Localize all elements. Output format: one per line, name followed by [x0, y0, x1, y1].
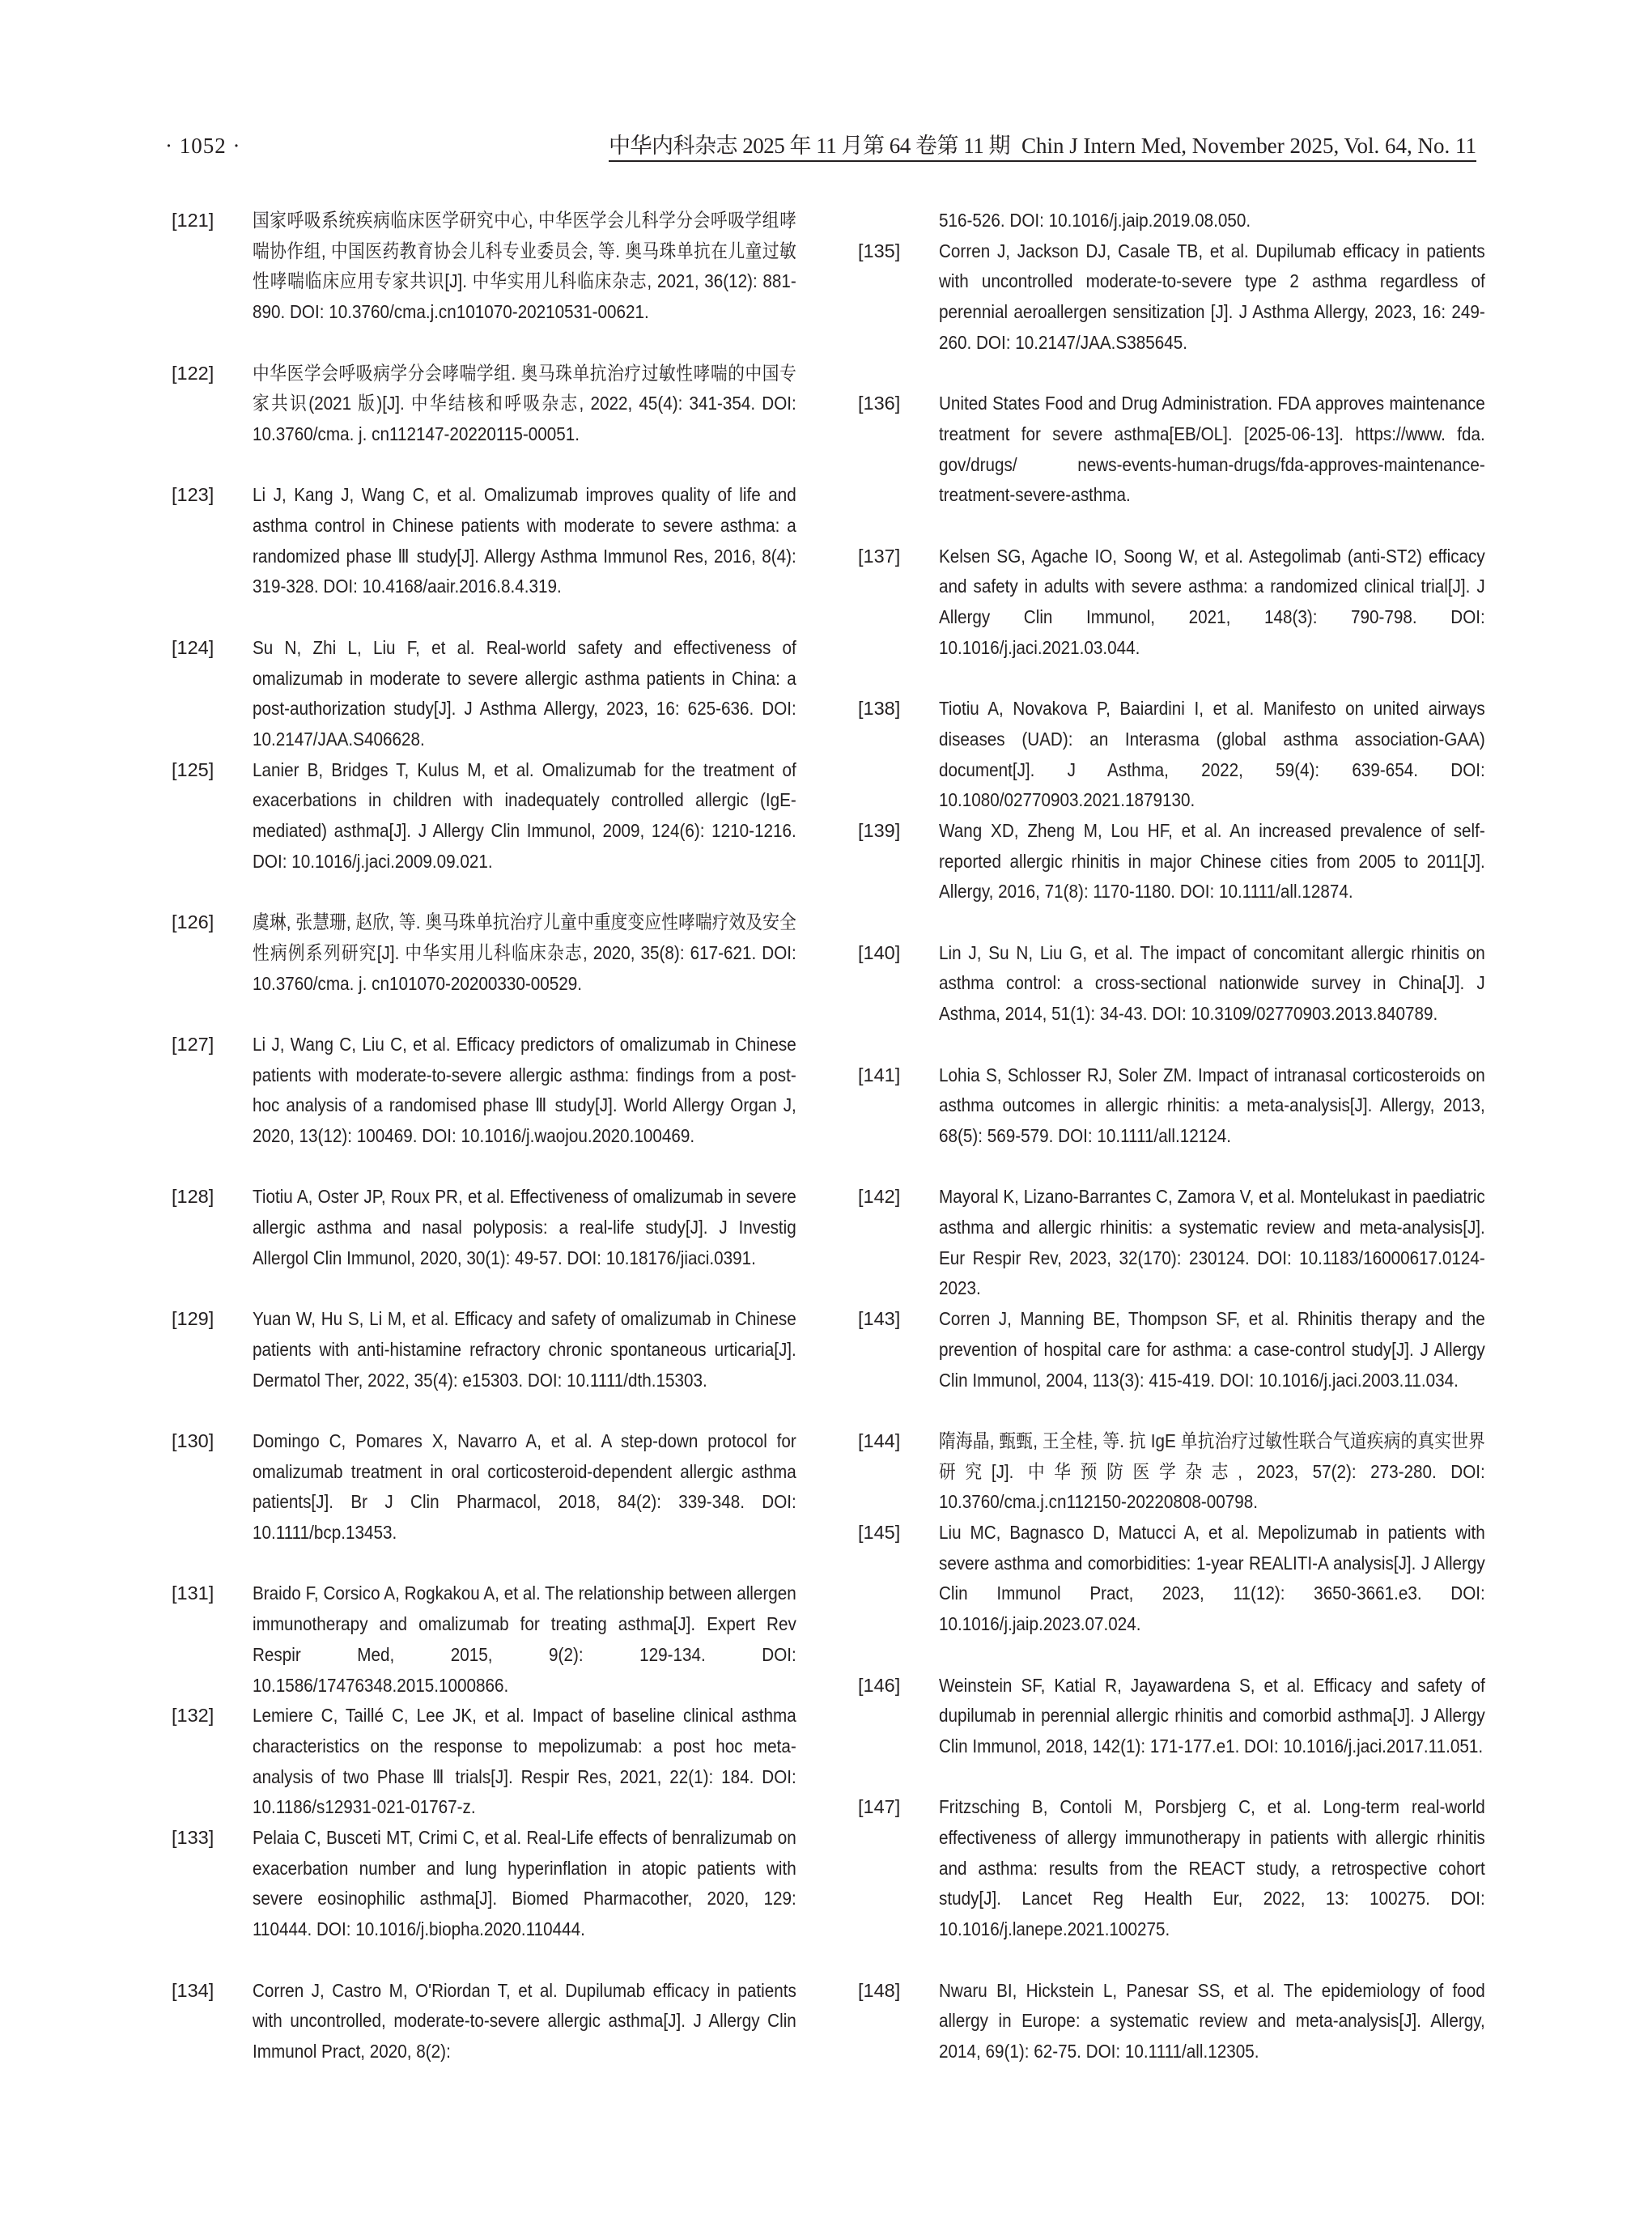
reference-item — [172, 1030, 796, 1183]
reference-number: [147] — [858, 1796, 901, 1818]
reference-item — [172, 1823, 796, 1976]
reference-number: [142] — [858, 1186, 901, 1208]
reference-item — [172, 1426, 796, 1579]
reference-text: 虞琳, 张慧珊, 赵欣, 等. 奥马珠单抗治疗儿童中重度变应性哮喘疗效及安全性病例系列研究[J]. 中华实用儿科临床杂志, 2020, 35(8): 617-621. DOI: 10.3760/cma. j. cn101070-20200330-00529. — [253, 911, 796, 994]
reference-number: [135] — [858, 240, 901, 261]
reference-text: United States Food and Drug Administration. FDA approves maintenance treatment for severe asthma[EB/OL]. [2025-06-13]. https://www. fda. gov/drugs/ news-events-human-drugs/fda-approves-maintenance-treatment-severe-asthma. — [939, 393, 1485, 506]
reference-item — [858, 1792, 1485, 1975]
journal-title-en: Chin J Intern Med, November 2025, Vol. 64, No. 11 — [1021, 134, 1476, 158]
reference-number: [138] — [858, 698, 901, 720]
reference-text: Lohia S, Schlosser RJ, Soler ZM. Impact of intranasal corticosteroids on asthma outcomes in allergic rhinitis: a meta-analysis[J]. Allergy, 2013, 68(5): 569-579. DOI: 10.1111/all.12124. — [939, 1064, 1485, 1146]
reference-text: Tiotiu A, Novakova P, Baiardini I, et al. Manifesto on united airways diseases (UAD): an Interasma (global asthma association-GAA) document[J]. J Asthma, 2022, 59(4): 639-654. DOI: 10.1080/02770903.2021.1879130. — [939, 698, 1485, 811]
reference-text: Wang XD, Zheng M, Lou HF, et al. An increased prevalence of self-reported allergic rhinitis in major Chinese cities from 2005 to 2011[J]. Allergy, 2016, 71(8): 1170-1180. DOI: 10.1111/all.12874. — [939, 819, 1485, 903]
reference-number: [132] — [172, 1705, 214, 1727]
reference-item — [858, 816, 1485, 938]
reference-number: [121] — [172, 210, 214, 231]
reference-item — [858, 1518, 1485, 1671]
reference-number: [148] — [858, 1979, 901, 2001]
reference-number: [128] — [172, 1186, 214, 1208]
reference-continuation — [858, 206, 1485, 236]
reference-item — [858, 1182, 1485, 1304]
reference-number: [126] — [172, 911, 214, 933]
reference-item — [858, 1426, 1485, 1518]
reference-text: Lin J, Su N, Liu G, et al. The impact of concomitant allergic rhinitis on asthma control: a cross-sectional nationwide survey in China[J]. J Asthma, 2014, 51(1): 34-43. DOI: 10.3109/02770903.2013.840789. — [939, 941, 1485, 1025]
reference-text: 隋海晶, 甄甄, 王全桂, 等. 抗 IgE 单抗治疗过敏性联合气道疾病的真实世界研究[J]. 中华预防医学杂志, 2023, 57(2): 273-280. DOI: 10.3760/cma.j.cn112150-20220808-00798. — [939, 1429, 1485, 1513]
reference-number: [137] — [858, 545, 901, 567]
reference-number: [125] — [172, 758, 214, 780]
reference-item — [172, 755, 796, 908]
reference-text: Weinstein SF, Katial R, Jayawardena S, et al. Efficacy and safety of dupilumab in perennial allergic rhinitis and comorbid asthma[J]. J Allergy Clin Immunol, 2018, 142(1): 171-177.e1. DOI: 10.1016/j.jaci.2017.11.051. — [939, 1674, 1485, 1757]
reference-text: Lanier B, Bridges T, Kulus M, et al. Omalizumab for the treatment of exacerbations in children with inadequately controlled allergic (IgE-mediated) asthma[J]. J Allergy Clin Immunol, 2009, 124(6): 1210-1216. DOI: 10.1016/j.jaci.2009.09.021. — [253, 758, 796, 872]
reference-text: Lemiere C, Taillé C, Lee JK, et al. Impact of baseline clinical asthma characteristics on the response to mepolizumab: a post hoc meta-analysis of two Phase Ⅲ trials[J]. Respir Res, 2021, 22(1): 184. DOI: 10.1186/s12931-021-01767-z. — [253, 1705, 796, 1818]
reference-number: [124] — [172, 636, 214, 658]
reference-item — [172, 1976, 796, 2067]
reference-item — [172, 633, 796, 755]
page-number: · 1052 · — [165, 134, 241, 158]
reference-number: [122] — [172, 362, 214, 384]
reference-text: 516-526. DOI: 10.1016/j.jaip.2019.08.050. — [939, 210, 1251, 231]
reference-text: Mayoral K, Lizano-Barrantes C, Zamora V, et al. Montelukast in paediatric asthma and allergic rhinitis: a systematic review and meta-analysis[J]. Eur Respir Rev, 2023, 32(170): 230124. DOI: 10.1183/16000617.0124-2023. — [939, 1186, 1485, 1299]
reference-number: [130] — [172, 1429, 214, 1451]
reference-item — [172, 480, 796, 633]
reference-number: [136] — [858, 393, 901, 414]
reference-item — [858, 389, 1485, 542]
reference-number: [139] — [858, 819, 901, 841]
reference-number: [133] — [172, 1827, 214, 1849]
reference-text: Corren J, Manning BE, Thompson SF, et al. Rhinitis therapy and the prevention of hospital care for asthma: a case-control study[J]. J Allergy Clin Immunol, 2004, 113(3): 415-419. DOI: 10.1016/j.jaci.2003.11.034. — [939, 1308, 1485, 1391]
reference-text: Braido F, Corsico A, Rogkakou A, et al. The relationship between allergen immunotherapy and omalizumab for treating asthma[J]. Expert Rev Respir Med, 2015, 9(2): 129-134. DOI: 10.1586/17476348.2015.1000866. — [253, 1582, 796, 1696]
reference-text: Nwaru BI, Hickstein L, Panesar SS, et al. The epidemiology of food allergy in Europe: a systematic review and meta-analysis[J]. Allergy, 2014, 69(1): 62-75. DOI: 10.1111/all.12305. — [939, 1979, 1485, 2062]
reference-column-left — [172, 206, 796, 2067]
reference-item — [172, 359, 796, 481]
reference-column-right — [858, 206, 1485, 2097]
reference-text: Corren J, Castro M, O'Riordan T, et al. Dupilumab efficacy in patients with uncontrolled, moderate-to-severe allergic asthma[J]. J Allergy Clin Immunol Pract, 2020, 8(2): — [253, 1979, 796, 2062]
reference-text: Liu MC, Bagnasco D, Matucci A, et al. Mepolizumab in patients with severe asthma and comorbidities: 1-year REALITI-A analysis[J]. J Allergy Clin Immunol Pract, 2023, 11(12): 3650-3661.e3. DOI: 10.1016/j.jaip.2023.07.024. — [939, 1522, 1485, 1635]
reference-item — [172, 1304, 796, 1426]
reference-number: [143] — [858, 1308, 901, 1330]
reference-number: [145] — [858, 1522, 901, 1544]
reference-item — [858, 694, 1485, 816]
reference-text: Yuan W, Hu S, Li M, et al. Efficacy and safety of omalizumab in Chinese patients with anti-histamine refractory chronic spontaneous urticaria[J]. Dermatol Ther, 2022, 35(4): e15303. DOI: 10.1111/dth.15303. — [253, 1308, 796, 1391]
reference-text: Li J, Wang C, Liu C, et al. Efficacy predictors of omalizumab in Chinese patients with moderate-to-severe allergic asthma: findings from a post-hoc analysis of a randomised phase Ⅲ study[J]. World Allergy Organ J, 2020, 13(12): 100469. DOI: 10.1016/j.waojou.2020.100469. — [253, 1033, 796, 1146]
reference-number: [146] — [858, 1674, 901, 1696]
reference-number: [127] — [172, 1033, 214, 1055]
reference-item — [172, 1182, 796, 1304]
reference-text: Kelsen SG, Agache IO, Soong W, et al. Astegolimab (anti-ST2) efficacy and safety in adults with severe asthma: a randomized clinical trial[J]. J Allergy Clin Immunol, 2021, 148(3): 790-798. DOI: 10.1016/j.jaci.2021.03.044. — [939, 545, 1485, 658]
reference-text: Pelaia C, Busceti MT, Crimi C, et al. Real-Life effects of benralizumab on exacerbation number and lung hyperinflation in atopic patients with severe eosinophilic asthma[J]. Biomed Pharmacother, 2020, 129: 110444. DOI: 10.1016/j.biopha.2020.110444. — [253, 1827, 796, 1940]
reference-number: [123] — [172, 484, 214, 506]
reference-item — [858, 1671, 1485, 1793]
reference-item — [172, 1701, 796, 1823]
reference-number: [144] — [858, 1429, 901, 1451]
running-head — [609, 132, 1476, 162]
reference-text: Tiotiu A, Oster JP, Roux PR, et al. Effectiveness of omalizumab in severe allergic asthma and nasal polyposis: a real-life study[J]. J Investig Allergol Clin Immunol, 2020, 30(1): 49-57. DOI: 10.18176/jiaci.0391. — [253, 1186, 796, 1268]
reference-item — [858, 542, 1485, 695]
reference-item — [172, 907, 796, 1030]
reference-text: Su N, Zhi L, Liu F, et al. Real-world safety and effectiveness of omalizumab in moderate to severe allergic asthma patients in China: a post-authorization study[J]. J Asthma Allergy, 2023, 16: 625-636. DOI: 10.2147/JAA.S406628. — [253, 636, 796, 750]
journal-title-cn: 中华内科杂志 2025 年 11 月第 64 卷第 11 期 — [609, 134, 1011, 158]
reference-item — [858, 1060, 1485, 1183]
reference-item — [858, 938, 1485, 1060]
reference-item — [858, 1304, 1485, 1426]
reference-item — [858, 236, 1485, 389]
reference-text: Domingo C, Pomares X, Navarro A, et al. A step-down protocol for omalizumab treatment in oral corticosteroid-dependent allergic asthma patients[J]. Br J Clin Pharmacol, 2018, 84(2): 339-348. DOI: 10.1111/bcp.13453. — [253, 1429, 796, 1544]
reference-item — [858, 1976, 1485, 2098]
reference-text: 中华医学会呼吸病学分会哮喘学组. 奥马珠单抗治疗过敏性哮喘的中国专家共识(2021 版)[J]. 中华结核和呼吸杂志, 2022, 45(4): 341-354. DOI: 10.3760/cma. j. cn112147-20220115-00051. — [253, 362, 796, 444]
reference-number: [129] — [172, 1308, 214, 1330]
reference-text: 国家呼吸系统疾病临床医学研究中心, 中华医学会儿科学分会呼吸学组哮喘协作组, 中国医药教育协会儿科专业委员会, 等. 奥马珠单抗在儿童过敏性哮喘临床应用专家共识[J]. 中华实用儿科临床杂志, 2021, 36(12): 881-890. DOI: 10.3760/cma.j.cn101070-20210531-00621. — [253, 210, 796, 323]
reference-number: [140] — [858, 941, 901, 963]
reference-number: [134] — [172, 1979, 214, 2001]
reference-text: Corren J, Jackson DJ, Casale TB, et al. Dupilumab efficacy in patients with uncontrolled moderate-to-severe type 2 asthma regardless of perennial aeroallergen sensitization [J]. J Asthma Allergy, 2023, 16: 249-260. DOI: 10.2147/JAA.S385645. — [939, 240, 1485, 353]
reference-item — [172, 1578, 796, 1701]
reference-text: Fritzsching B, Contoli M, Porsbjerg C, et al. Long-term real-world effectiveness of allergy immunotherapy in patients with allergic rhinitis and asthma: results from the REACT study, a retrospective cohort study[J]. Lancet Reg Health Eur, 2022, 13: 100275. DOI: 10.1016/j.lanepe.2021.100275. — [939, 1796, 1485, 1940]
reference-item — [172, 206, 796, 359]
reference-number: [131] — [172, 1582, 214, 1604]
reference-number: [141] — [858, 1064, 901, 1085]
reference-text: Li J, Kang J, Wang C, et al. Omalizumab improves quality of life and asthma control in Chinese patients with moderate to severe asthma: a randomized phase Ⅲ study[J]. Allergy Asthma Immunol Res, 2016, 8(4): 319-328. DOI: 10.4168/aair.2016.8.4.319. — [253, 484, 796, 597]
